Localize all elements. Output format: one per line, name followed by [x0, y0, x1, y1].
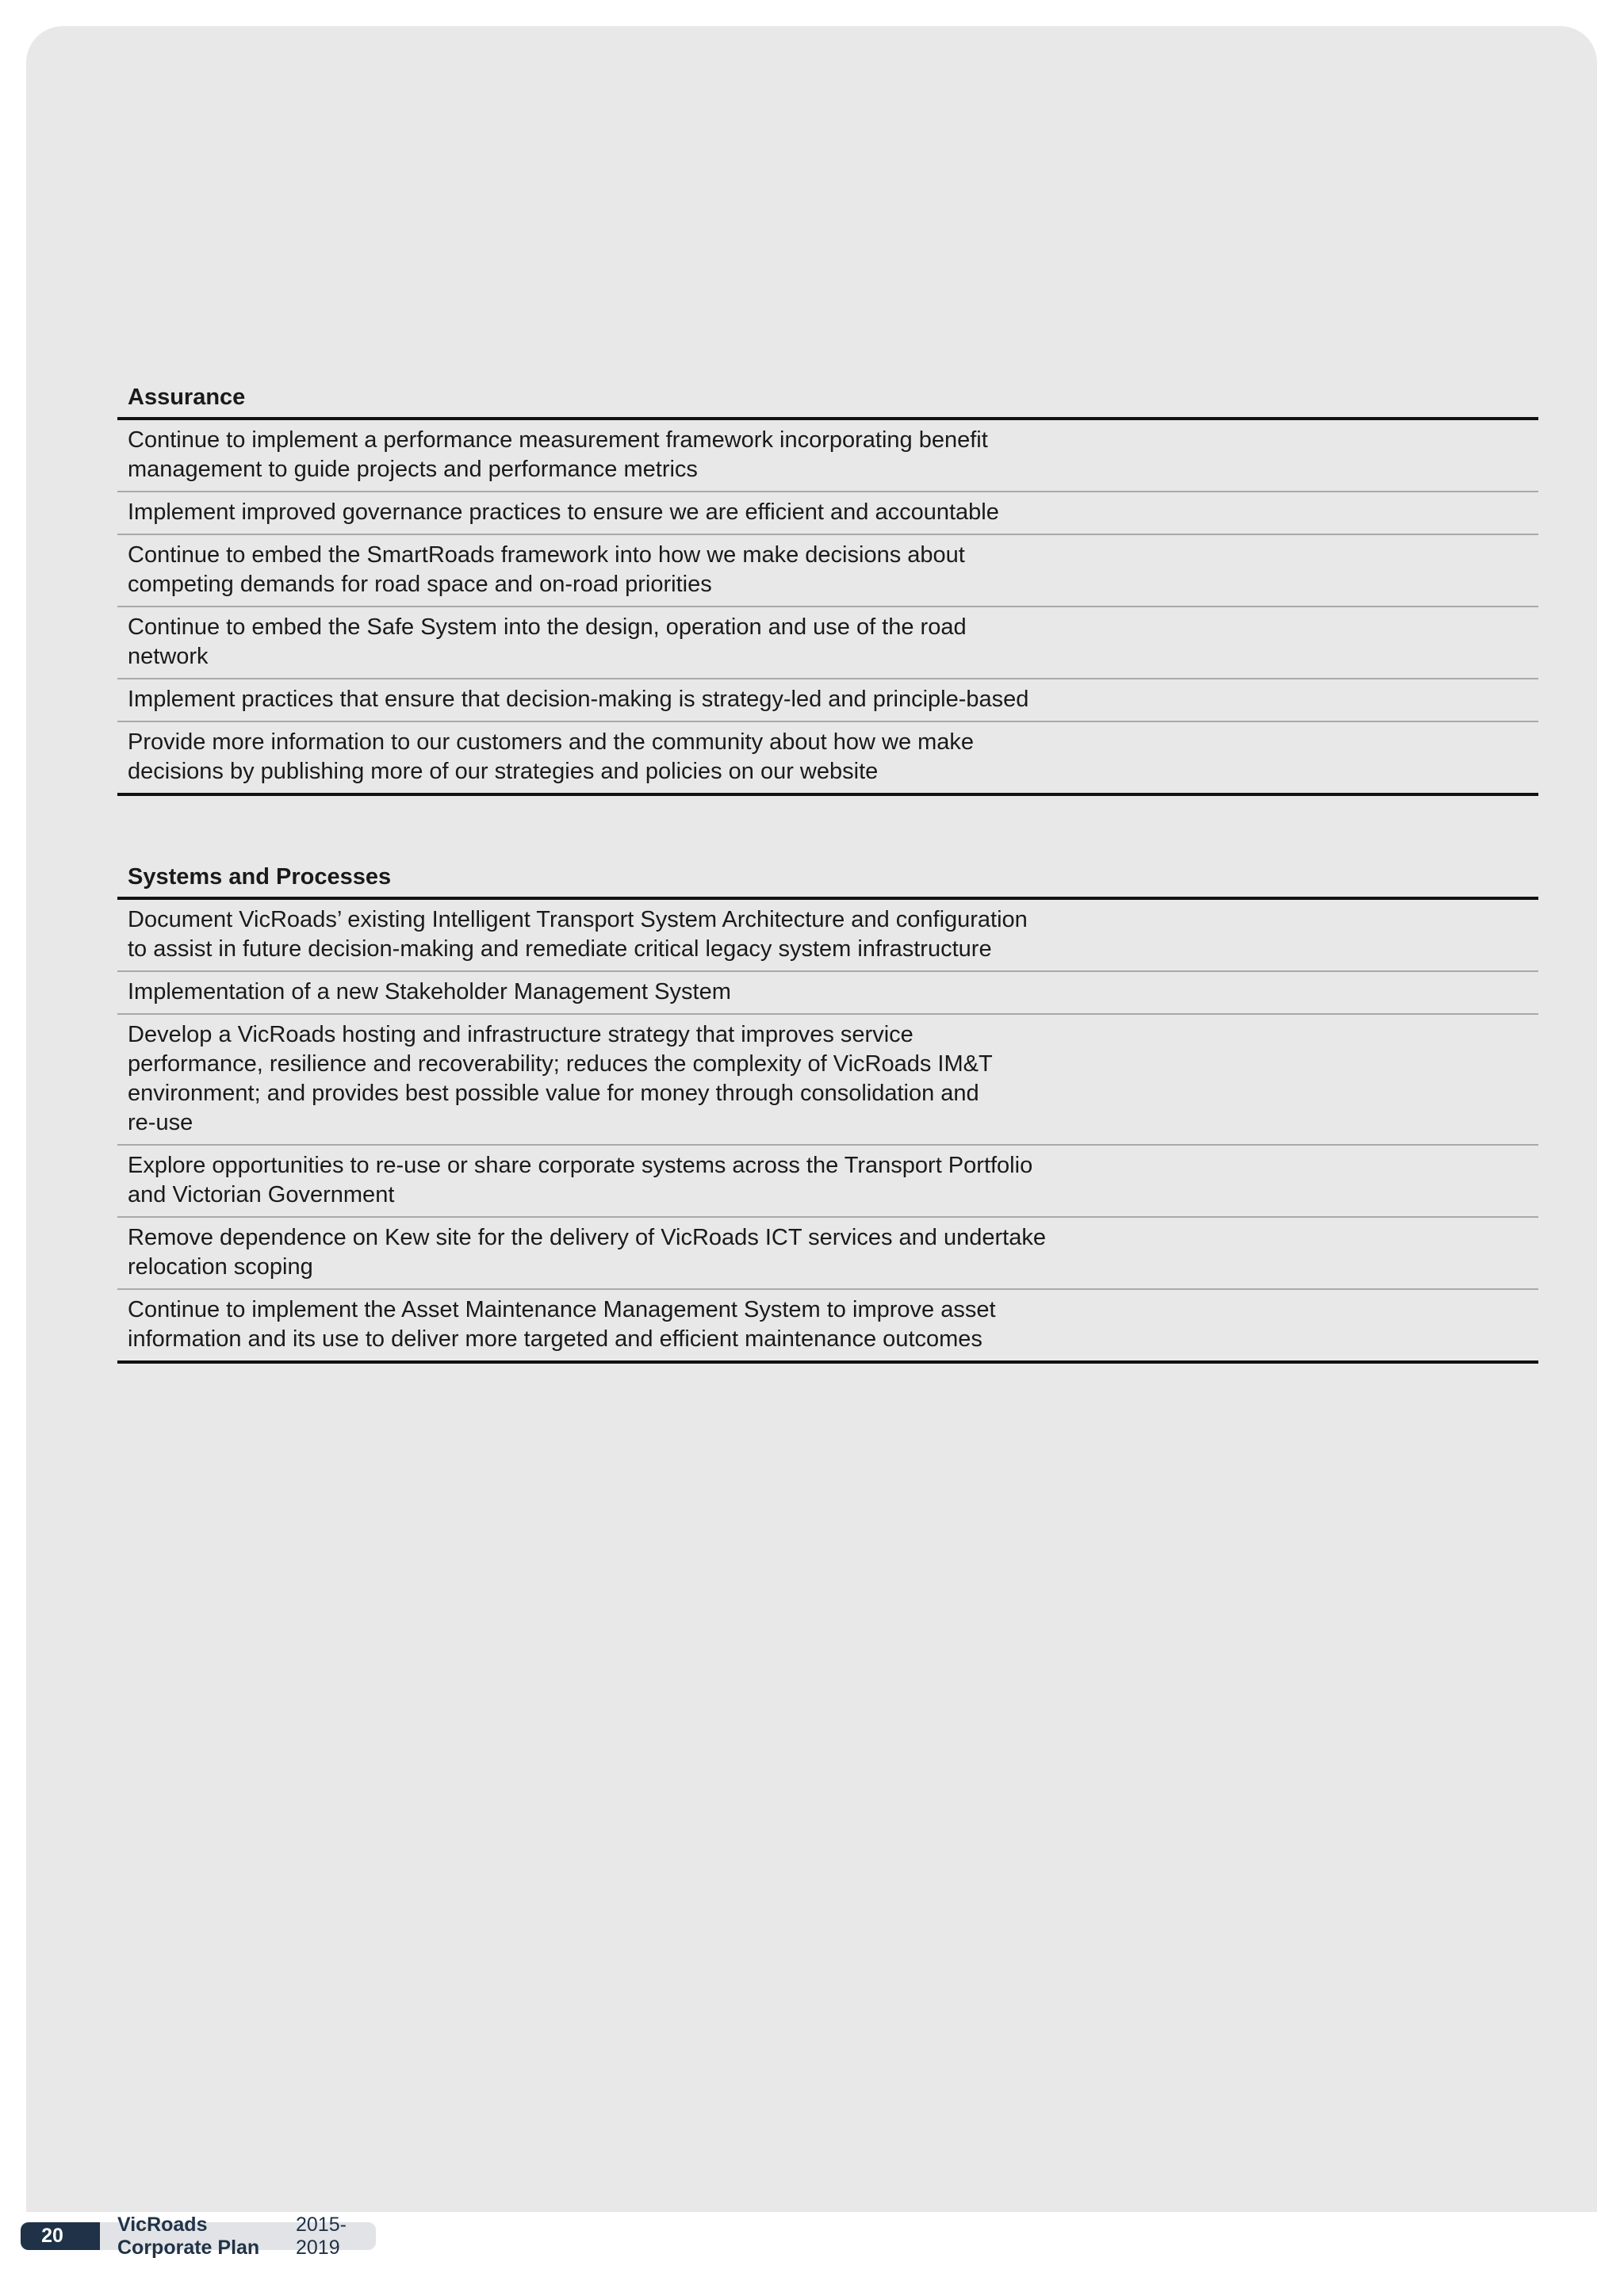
table-row: Continue to embed the SmartRoads framework into how we make decisions about competing demands for road space and on-road priorities [117, 535, 1538, 607]
table-row: Provide more information to our customers and the community about how we make decisions by publishing more of our strategies and policies on our website [117, 722, 1538, 796]
table-row: Implementation of a new Stakeholder Management System [117, 972, 1538, 1015]
page-footer [21, 2213, 376, 2259]
assurance-table [117, 383, 1538, 796]
table-heading: Systems and Processes [117, 863, 1538, 900]
table-row: Document VicRoads’ existing Intelligent Transport System Architecture and configuration to assist in future decision-making and remediate critical legacy system infrastructure [117, 900, 1538, 972]
table-row: Develop a VicRoads hosting and infrastructure strategy that improves service performance, resilience and recoverability; reduces the complexity of VicRoads IM&T environment; and provides best possible value for money through consolidation and re-use [117, 1015, 1538, 1146]
table-row: Remove dependence on Kew site for the delivery of VicRoads ICT services and undertake relocation scoping [117, 1218, 1538, 1290]
table-row: Continue to embed the Safe System into the design, operation and use of the road network [117, 607, 1538, 679]
document-years: 2015-2019 [296, 2213, 347, 2259]
table-row: Explore opportunities to re-use or share corporate systems across the Transport Portfolio and Victorian Government [117, 1146, 1538, 1218]
table-row: Implement improved governance practices to ensure we are efficient and accountable [117, 492, 1538, 535]
table-row: Implement practices that ensure that decision-making is strategy-led and principle-based [117, 679, 1538, 722]
systems-processes-table [117, 863, 1538, 1364]
table-row: Continue to implement a performance measurement framework incorporating benefit management to guide projects and performance metrics [117, 420, 1538, 492]
table-row: Continue to implement the Asset Maintenance Management System to improve asset information and its use to deliver more targeted and efficient maintenance outcomes [117, 1290, 1538, 1364]
page-number: 20 [21, 2222, 100, 2250]
footer-title-pill [82, 2213, 376, 2259]
document-title: VicRoads Corporate Plan [117, 2213, 260, 2259]
table-heading: Assurance [117, 383, 1538, 420]
